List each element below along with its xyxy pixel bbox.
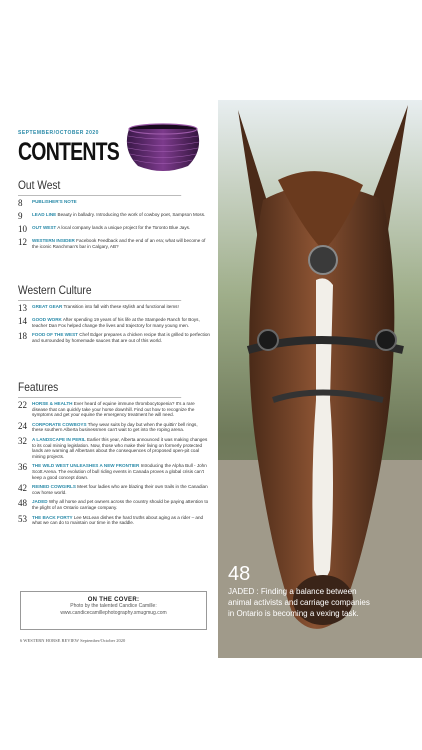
entry-keyword: HORSE & HEALTH xyxy=(32,401,73,406)
page-number: 22 xyxy=(18,400,27,410)
entry-keyword: GOOD WORK xyxy=(32,317,62,322)
page-number: 9 xyxy=(18,211,23,221)
entry-keyword: A LANDSCAPE IN PERIL xyxy=(32,436,86,442)
entry-keyword: OUT WEST xyxy=(32,225,57,230)
issue-date: SEPTEMBER/OCTOBER 2020 xyxy=(18,130,99,136)
caption-line: in Ontario is becoming a vexing task. xyxy=(228,609,359,618)
page-number: 14 xyxy=(18,316,27,326)
toc-entry[interactable] xyxy=(18,212,210,221)
entry-keyword: REINED COWGIRLS xyxy=(32,484,76,490)
entry-text: A local company lands a unique project for the Toronto Blue Jays. xyxy=(56,225,191,230)
cover-title: ON THE COVER: xyxy=(87,597,140,603)
toc-entry[interactable] xyxy=(18,332,210,343)
entry-keyword: FOOD OF THE WEST xyxy=(32,332,78,338)
page-number: 48 xyxy=(18,498,27,509)
toc-entry[interactable] xyxy=(18,199,210,208)
caption-line: animal activists and carriage companies xyxy=(228,598,370,607)
toc-entry[interactable] xyxy=(18,401,210,418)
cover-credit-box xyxy=(20,591,207,630)
entry-text: Introducing the Alpha Bull - John Scott Arena. The evolution of bull riding events in Canada proves a global crisis can't keep a good concept down. xyxy=(32,463,207,480)
entry-text: Beauty in balladry. Introducing the work of cowboy poet, Sampson Moss. xyxy=(56,212,206,217)
entry-text: Lee McLean dishes the hard truths about aging as a rider – and what we can do to maintain our time in the saddle. xyxy=(32,514,204,526)
entry-text: After spending 19 years of his life at the Stampede Ranch for Boys, teacher Dan Fox helped change the lives and trajectory for many young men. xyxy=(32,317,200,328)
entry-text: Ever heard of equine immune thrombocytopenia? It's a rare disease that can quickly take your horse downhill. Find out how to recognize the symptoms and get your equine the emergency treatment he will need. xyxy=(32,401,195,418)
entry-text: Facebook Feedback and the end of an era; what will become of the iconic Ranchman's bar in Calgary, AB? xyxy=(32,238,206,249)
page-number: 12 xyxy=(18,237,27,247)
toc-entry[interactable] xyxy=(18,484,210,495)
page-number: 10 xyxy=(18,224,27,234)
entry-keyword: GREAT GEAR xyxy=(32,304,63,309)
contents-column xyxy=(18,130,210,526)
page-title: CONTENTS xyxy=(18,138,120,166)
toc-entry[interactable] xyxy=(18,225,210,234)
page-number: 13 xyxy=(18,303,27,313)
page-number: 8 xyxy=(18,198,23,208)
entry-keyword: JADED xyxy=(32,499,48,505)
page-number: 18 xyxy=(18,331,27,342)
photo-caption xyxy=(228,563,370,619)
toc-entry[interactable] xyxy=(18,238,210,249)
toc-entry[interactable] xyxy=(18,463,210,480)
entry-keyword: THE BACK FORTY xyxy=(32,514,73,520)
section-out-west xyxy=(18,178,210,253)
section-western-culture xyxy=(18,283,210,347)
section-heading: Western Culture xyxy=(18,283,181,301)
basket-image xyxy=(118,122,208,174)
caption-page-number: 48 xyxy=(228,563,251,585)
page-number: 36 xyxy=(18,462,27,473)
entry-keyword: THE WILD WEST UNLEASHES A NEW FRONTIER xyxy=(32,463,140,469)
entry-keyword: WESTERN INSIDER xyxy=(32,238,75,243)
entry-text: Earlier this year, Alberta announced it was making changes to its coal mining legislation. Now, those who make their living on formerly protected lands are warning all Albertans about the consequences of proposed open-pit coal mining projects. xyxy=(32,436,208,459)
entry-text: They wear suits by day but when the quittin' bell rings, these southern Alberta businessmen can't wait to get into the roping arena. xyxy=(32,421,198,433)
toc-entry[interactable] xyxy=(18,437,210,459)
cover-website-link[interactable]: www.candicecamillephotography.smugmug.com xyxy=(60,609,167,616)
section-heading: Out West xyxy=(18,178,181,196)
page-footer: 6 WESTERN HORSE REVIEW September/October 2020 xyxy=(20,638,126,643)
toc-entry[interactable] xyxy=(18,422,210,433)
toc-entry[interactable] xyxy=(18,304,210,313)
toc-entry[interactable] xyxy=(18,515,210,526)
horse-photo xyxy=(218,100,422,658)
entry-text: Meet four ladies who are blazing their own trails in the Canadian cow horse world. xyxy=(32,484,208,495)
toc-entry[interactable] xyxy=(18,499,210,510)
entry-text: Transition into fall with these stylish and functional items! xyxy=(62,304,179,309)
page-number: 32 xyxy=(18,435,27,446)
caption-line: JADED : Finding a balance between xyxy=(228,587,357,596)
entry-keyword: CORPORATE COWBOYS xyxy=(32,421,87,427)
section-heading: Features xyxy=(18,380,181,398)
page-number: 53 xyxy=(18,513,27,524)
entry-text: Why all horse and pet owners across the country should be paying attention to the plight of an Ontario carriage company. xyxy=(32,499,209,510)
entry-text: Chef Edger prepares a chicken recipe that is grilled to perfection and surrounded by homemade sauces that are out of this world. xyxy=(32,332,210,343)
entry-keyword: PUBLISHER'S NOTE xyxy=(32,199,77,204)
page-number: 42 xyxy=(18,483,27,494)
entry-keyword: LEAD LINE xyxy=(32,212,57,217)
section-features xyxy=(18,380,210,530)
cover-credit: Photo by the talented Candice Camille: xyxy=(70,603,157,609)
page-number: 24 xyxy=(18,420,27,431)
toc-entry[interactable] xyxy=(18,317,210,328)
